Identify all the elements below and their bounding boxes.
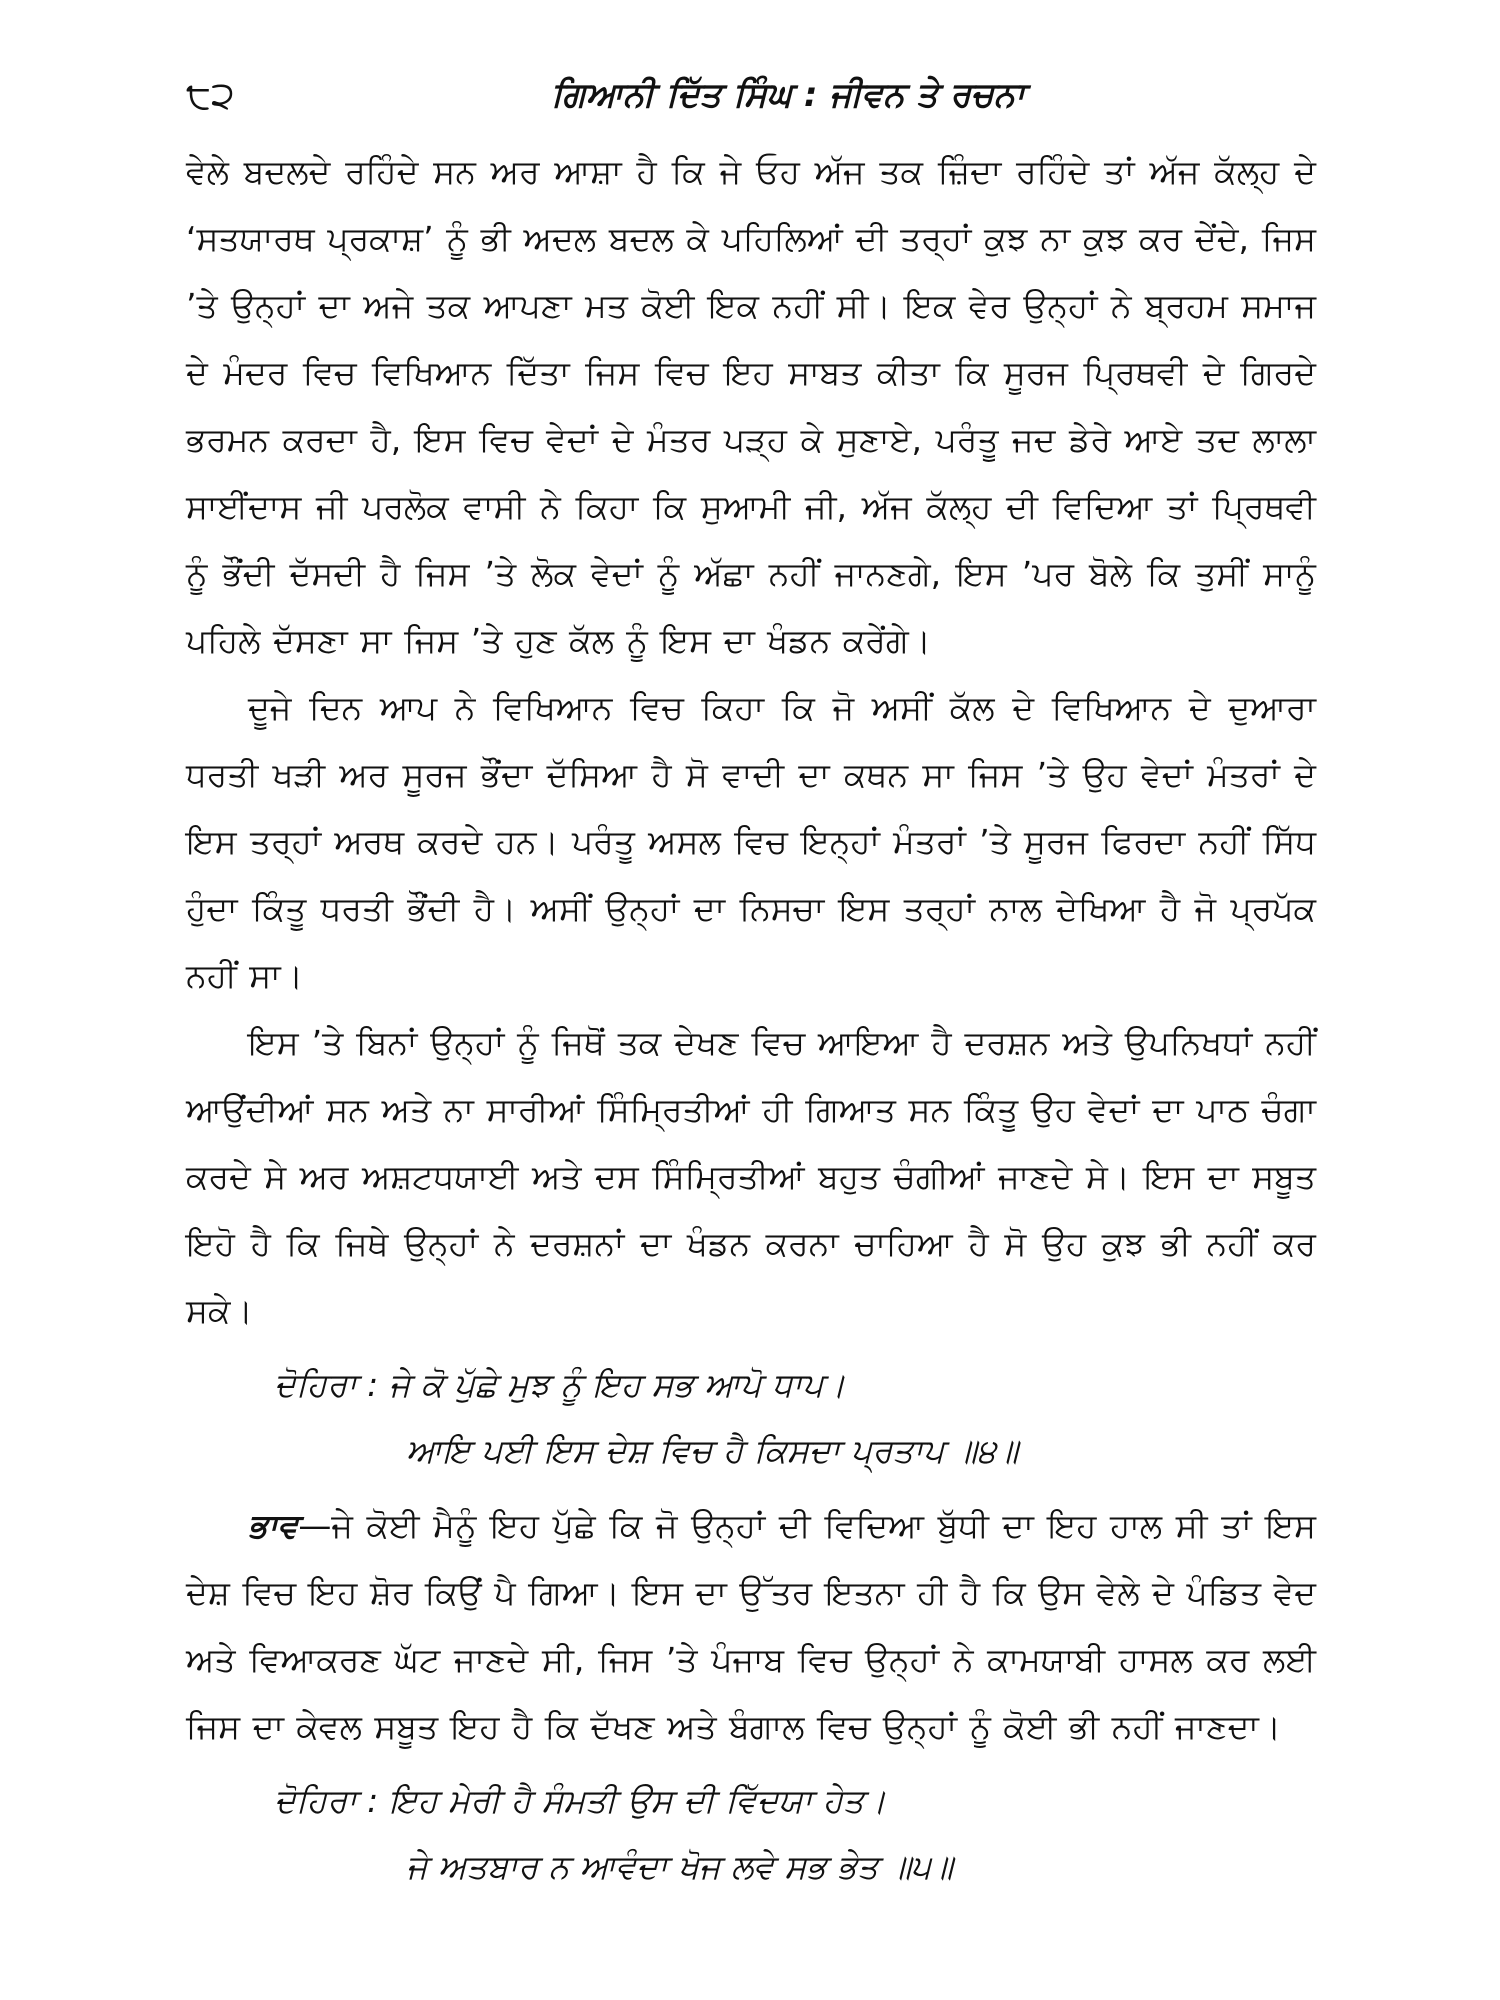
paragraph-4-text: —ਜੇ ਕੋਈ ਮੈਨੂੰ ਇਹ ਪੁੱਛੇ ਕਿ ਜੋ ਉਨ੍ਹਾਂ ਦੀ ਵਿਦਿਆ ਬੁੱਧੀ ਦਾ ਇਹ ਹਾਲ ਸੀ ਤਾਂ ਇਸ ਦੇਸ਼ ਵਿਚ ਇਹ ਸ਼ੋਰ ਕਿਉਂ ਪੈ ਗਿਆ। ਇਸ ਦਾ ਉੱਤਰ ਇਤਨਾ ਹੀ ਹੈ ਕਿ ਉਸ ਵੇਲੇ ਦੇ ਪੰਡਿਤ ਵੇਦ ਅਤੇ ਵਿਆਕਰਣ ਘੱਟ ਜਾਣਦੇ ਸੀ, ਜਿਸ ’ਤੇ ਪੰਜਾਬ ਵਿਚ ਉਨ੍ਹਾਂ ਨੇ ਕਾਮਯਾਬੀ ਹਾਸਲ ਕਰ ਲਈ ਜਿਸ ਦਾ ਕੇਵਲ ਸਬੂਤ ਇਹ ਹੈ ਕਿ ਦੱਖਣ ਅਤੇ ਬੰਗਾਲ ਵਿਚ ਉਨ੍ਹਾਂ ਨੂੰ ਕੋਈ ਭੀ ਨਹੀਂ ਜਾਣਦਾ। <box>186 1506 1316 1746</box>
paragraph-3: ਇਸ ’ਤੇ ਬਿਨਾਂ ਉਨ੍ਹਾਂ ਨੂੰ ਜਿਥੋਂ ਤਕ ਦੇਖਣ ਵਿਚ ਆਇਆ ਹੈ ਦਰਸ਼ਨ ਅਤੇ ਉਪਨਿਖਧਾਂ ਨਹੀਂ ਆਉਂਦੀਆਂ ਸਨ ਅਤੇ ਨਾ ਸਾਰੀਆਂ ਸਿੰਮ੍ਰਿਤੀਆਂ ਹੀ ਗਿਆਤ ਸਨ ਕਿੰਤੂ ਉਹ ਵੇਦਾਂ ਦਾ ਪਾਠ ਚੰਗਾ ਕਰਦੇ ਸੇ ਅਰ ਅਸ਼ਟਧਯਾਈ ਅਤੇ ਦਸ ਸਿੰਮ੍ਰਿਤੀਆਂ ਬਹੁਤ ਚੰਗੀਆਂ ਜਾਣਦੇ ਸੇ। ਇਸ ਦਾ ਸਬੂਤ ਇਹੋ ਹੈ ਕਿ ਜਿਥੇ ਉਨ੍ਹਾਂ ਨੇ ਦਰਸ਼ਨਾਂ ਦਾ ਖੰਡਨ ਕਰਨਾ ਚਾਹਿਆ ਹੈ ਸੋ ਉਹ ਕੁਝ ਭੀ ਨਹੀਂ ਕਰ ਸਕੇ। <box>186 1023 1316 1330</box>
verse-dohira-4 <box>186 1352 1316 1484</box>
verse-line: ਆਇ ਪਈ ਇਸ ਦੇਸ਼ ਵਿਚ ਹੈ ਕਿਸਦਾ ਪ੍ਰਤਾਪ ॥੪॥ <box>406 1431 1019 1470</box>
paragraph-4 <box>186 1492 1316 1760</box>
body-text <box>186 138 1316 1908</box>
page-header <box>186 70 1330 120</box>
bhav-label: ਭਾਵ <box>248 1506 299 1545</box>
paragraph-2: ਦੂਜੇ ਦਿਨ ਆਪ ਨੇ ਵਿਖਿਆਨ ਵਿਚ ਕਿਹਾ ਕਿ ਜੋ ਅਸੀਂ ਕੱਲ ਦੇ ਵਿਖਿਆਨ ਦੇ ਦੁਆਰਾ ਧਰਤੀ ਖੜੀ ਅਰ ਸੂਰਜ ਭੌਂਦਾ ਦੱਸਿਆ ਹੈ ਸੋ ਵਾਦੀ ਦਾ ਕਥਨ ਸਾ ਜਿਸ ’ਤੇ ਉਹ ਵੇਦਾਂ ਮੰਤਰਾਂ ਦੇ ਇਸ ਤਰ੍ਹਾਂ ਅਰਥ ਕਰਦੇ ਹਨ। ਪਰੰਤੂ ਅਸਲ ਵਿਚ ਇਨ੍ਹਾਂ ਮੰਤਰਾਂ ’ਤੇ ਸੂਰਜ ਫਿਰਦਾ ਨਹੀਂ ਸਿੱਧ ਹੁੰਦਾ ਕਿੰਤੂ ਧਰਤੀ ਭੌਂਦੀ ਹੈ। ਅਸੀਂ ਉਨ੍ਹਾਂ ਦਾ ਨਿਸਚਾ ਇਸ ਤਰ੍ਹਾਂ ਨਾਲ ਦੇਖਿਆ ਹੈ ਜੋ ਪ੍ਰਪੱਕ ਨਹੀਂ ਸਾ। <box>186 688 1316 995</box>
verse-line: ਦੋਹਿਰਾ : ਜੇ ਕੋ ਪੁੱਛੇ ਮੁਝ ਨੂੰ ਇਹ ਸਭ ਆਪੋ ਧਾਪ। <box>274 1365 846 1404</box>
verse-line: ਦੋਹਿਰਾ : ਇਹ ਮੇਰੀ ਹੈ ਸੰਮਤੀ ਉਸ ਦੀ ਵਿੱਦਯਾ ਹੇਤ। <box>274 1781 887 1820</box>
paragraph-1: ਵੇਲੇ ਬਦਲਦੇ ਰਹਿੰਦੇ ਸਨ ਅਰ ਆਸ਼ਾ ਹੈ ਕਿ ਜੇ ਓਹ ਅੱਜ ਤਕ ਜ਼ਿੰਦਾ ਰਹਿੰਦੇ ਤਾਂ ਅੱਜ ਕੱਲ੍ਹ ਦੇ ‘ਸਤਯਾਰਥ ਪ੍ਰਕਾਸ਼’ ਨੂੰ ਭੀ ਅਦਲ ਬਦਲ ਕੇ ਪਹਿਲਿਆਂ ਦੀ ਤਰ੍ਹਾਂ ਕੁਝ ਨਾ ਕੁਝ ਕਰ ਦੇਂਦੇ, ਜਿਸ ’ਤੇ ਉਨ੍ਹਾਂ ਦਾ ਅਜੇ ਤਕ ਆਪਣਾ ਮਤ ਕੋਈ ਇਕ ਨਹੀਂ ਸੀ। ਇਕ ਵੇਰ ਉਨ੍ਹਾਂ ਨੇ ਬ੍ਰਹਮ ਸਮਾਜ ਦੇ ਮੰਦਰ ਵਿਚ ਵਿਖਿਆਨ ਦਿੱਤਾ ਜਿਸ ਵਿਚ ਇਹ ਸਾਬਤ ਕੀਤਾ ਕਿ ਸੂਰਜ ਪ੍ਰਿਥਵੀ ਦੇ ਗਿਰਦੇ ਭਰਮਨ ਕਰਦਾ ਹੈ, ਇਸ ਵਿਚ ਵੇਦਾਂ ਦੇ ਮੰਤਰ ਪੜ੍ਹ ਕੇ ਸੁਣਾਏ, ਪਰੰਤੂ ਜਦ ਡੇਰੇ ਆਏ ਤਦ ਲਾਲਾ ਸਾਈਂਦਾਸ ਜੀ ਪਰਲੋਕ ਵਾਸੀ ਨੇ ਕਿਹਾ ਕਿ ਸੁਆਮੀ ਜੀ, ਅੱਜ ਕੱਲ੍ਹ ਦੀ ਵਿਦਿਆ ਤਾਂ ਪ੍ਰਿਥਵੀ ਨੂੰ ਭੌਂਦੀ ਦੱਸਦੀ ਹੈ ਜਿਸ ’ਤੇ ਲੋਕ ਵੇਦਾਂ ਨੂੰ ਅੱਛਾ ਨਹੀਂ ਜਾਨਣਗੇ, ਇਸ ’ਪਰ ਬੋਲੇ ਕਿ ਤੁਸੀਂ ਸਾਨੂੰ ਪਹਿਲੇ ਦੱਸਣਾ ਸਾ ਜਿਸ ’ਤੇ ਹੁਣ ਕੱਲ ਨੂੰ ਇਸ ਦਾ ਖੰਡਨ ਕਰੇਂਗੇ। <box>186 152 1316 660</box>
running-title: ਗਿਆਨੀ ਦਿੱਤ ਸਿੰਘ : ਜੀਵਨ ਤੇ ਰਚਨਾ <box>551 75 1025 115</box>
page-number: ੮੨ <box>186 73 235 117</box>
verse-line: ਜੇ ਅਤਬਾਰ ਨ ਆਵੰਦਾ ਖੋਜ ਲਵੇ ਸਭ ਭੇਤ ॥੫॥ <box>406 1847 953 1886</box>
verse-dohira-5 <box>186 1768 1316 1900</box>
